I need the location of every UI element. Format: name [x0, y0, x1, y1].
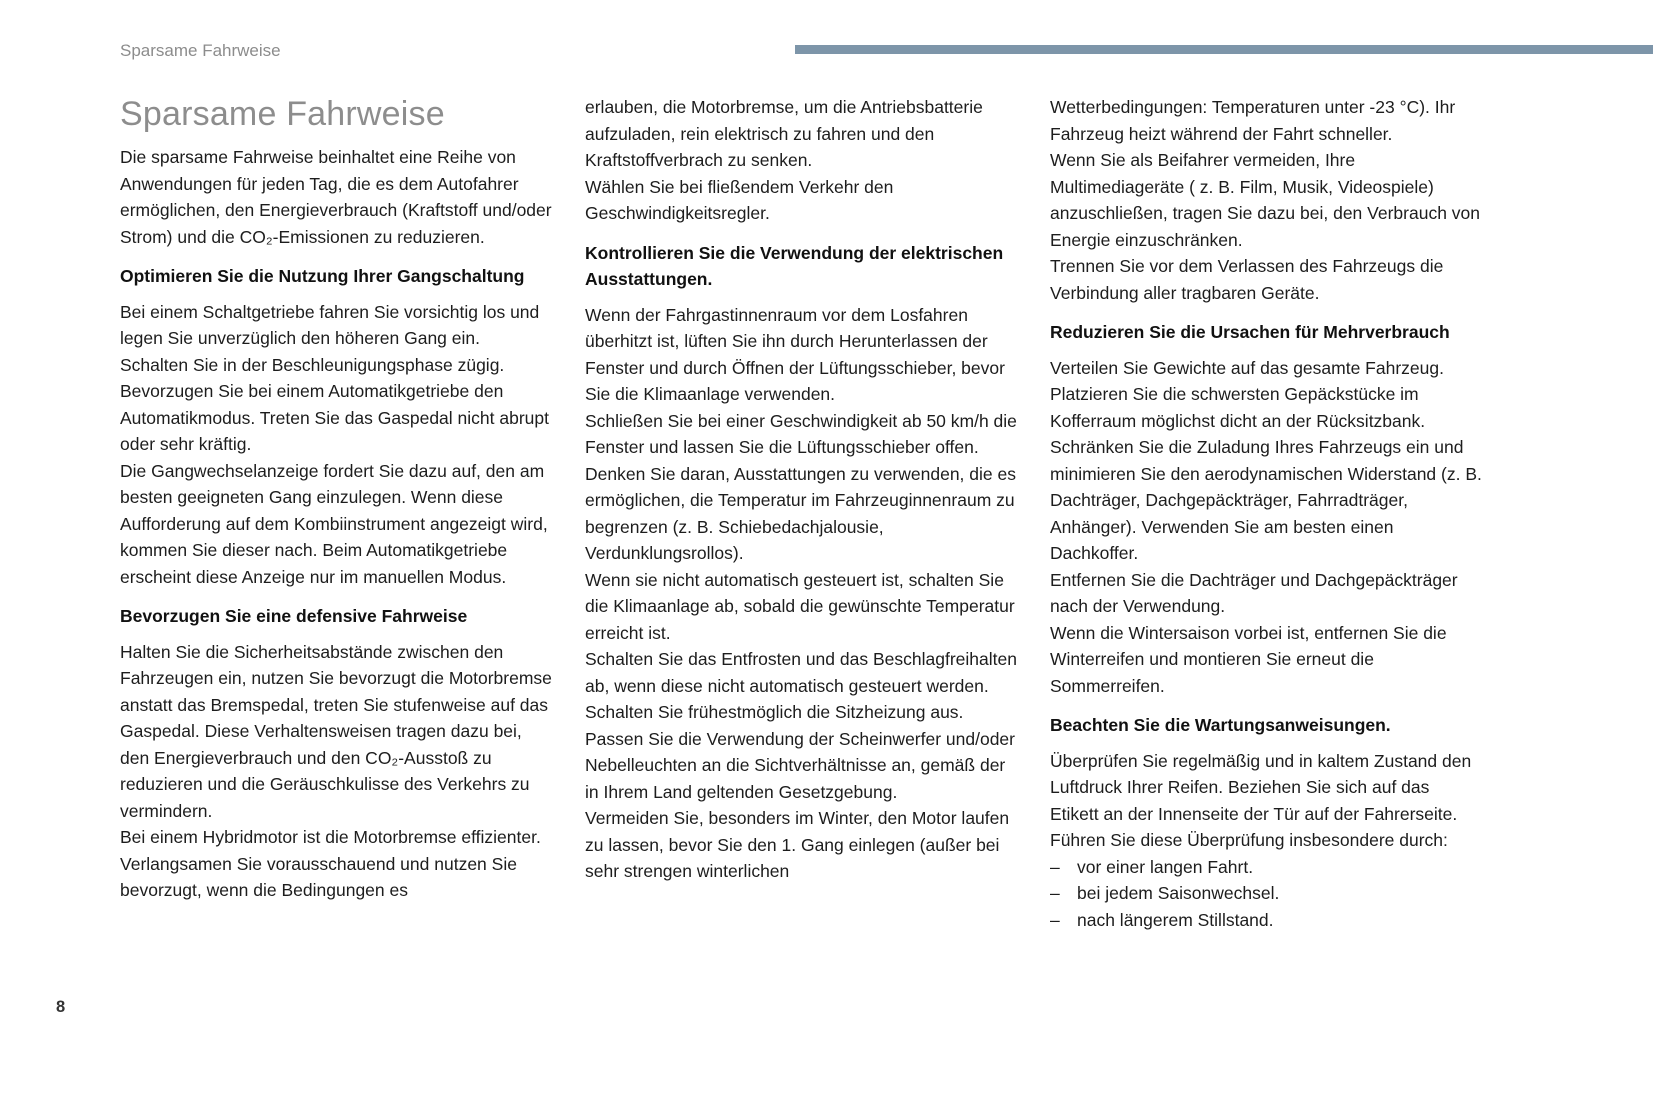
list-item-text: vor einer langen Fahrt. [1077, 856, 1254, 877]
paragraph: Vermeiden Sie, besonders im Winter, den Motor laufen zu lassen, bevor Sie den 1. Gang einlegen (außer bei sehr strengen winterlichen [585, 808, 1010, 881]
paragraph: Halten Sie die Sicherheitsabstände zwischen den Fahrzeugen ein, nutzen Sie bevorzugt die Motorbremse anstatt das Bremspedal, treten Sie stufenweise auf das Gaspedal. Diese Verhaltensweisen tragen dazu bei, den Energieverbrauch und den CO₂-Ausstoß zu reduzieren und die Geräuschkulisse des Verkehrs zu vermindern. [120, 641, 552, 821]
paragraph: erlauben, die Motorbremse, um die Antriebsbatterie aufzuladen, rein elektrisch zu fahren und den Kraftstoffverbrach zu senken. [585, 97, 983, 170]
list-item-text: bei jedem Saisonwechsel. [1077, 883, 1280, 903]
paragraph: Wenn der Fahrgastinnenraum vor dem Losfahren überhitzt ist, lüften Sie ihn durch Herunterlassen der Fenster und durch Öffnen der Lüftungsschieber, bevor Sie die Klimaanlage verwenden. [585, 304, 1005, 404]
paragraph: Denken Sie daran, Ausstattungen zu verwenden, die es ermöglichen, die Temperatur im Fahrzeuginnenraum zu begrenzen (z. B. Schiebedachjalousie, Verdunklungsrollos). [585, 463, 1016, 563]
section-heading: Reduzieren Sie die Ursachen für Mehrverbrauch [1050, 322, 1450, 342]
list-item [1050, 854, 1482, 881]
list-item [1050, 880, 1482, 907]
paragraph: Passen Sie die Verwendung der Scheinwerfer und/oder Nebelleuchten an die Sichtverhältnisse an, gemäß der in Ihrem Land geltenden Gesetzgebung. [585, 728, 1015, 802]
paragraph: Schließen Sie bei einer Geschwindigkeit ab 50 km/h die Fenster und lassen Sie die Lüftungsschieber offen. [585, 410, 1017, 457]
paragraph: Wetterbedingungen: Temperaturen unter -23 °C). Ihr Fahrzeug heizt während der Fahrt schneller. [1050, 97, 1456, 144]
paragraph: Wenn Sie als Beifahrer vermeiden, Ihre Multimediageräte ( z. B. Film, Musik, Videospiele) anzuschließen, tragen Sie dazu bei, den Verbrauch von Energie einzuschränken. [1050, 150, 1481, 250]
paragraph: Die Gangwechselanzeige fordert Sie dazu auf, den am besten geeigneten Gang einzulegen. Wenn diese Aufforderung auf dem Kombiinstrument angezeigt wird, kommen Sie dieser nach. Beim Automatikgetriebe erscheint diese Anzeige nur im manuellen Modus. [120, 460, 548, 587]
paragraph: Führen Sie diese Überprüfung insbesondere durch: [1050, 830, 1448, 850]
paragraph: Schalten Sie das Entfrosten und das Beschlagfreihalten ab, wenn diese nicht automatisch gesteuert werden. [585, 649, 1017, 696]
dash-bullet: – [1050, 909, 1060, 930]
dash-bullet: – [1050, 883, 1060, 903]
paragraph: Bei einem Hybridmotor ist die Motorbremse effizienter. Verlangsamen Sie vorausschauend und nutzen Sie bevorzugt, wenn die Bedingungen es [120, 827, 541, 900]
list-item [1050, 907, 1482, 934]
page-title: Sparsame Fahrweise [120, 95, 445, 133]
running-header: Sparsame Fahrweise [120, 41, 281, 60]
paragraph: Wählen Sie bei fließendem Verkehr den Geschwindigkeitsregler. [585, 176, 894, 223]
column-1 [120, 94, 552, 904]
paragraph: Überprüfen Sie regelmäßig und in kaltem Zustand den Luftdruck Ihrer Reifen. Beziehen Sie sich auf das Etikett an der Innenseite der Tür auf der Fahrerseite. [1050, 750, 1472, 824]
dash-bullet: – [1050, 856, 1060, 877]
paragraph: Schalten Sie frühestmöglich die Sitzheizung aus. [585, 702, 964, 722]
column-3 [1050, 94, 1482, 933]
paragraph: Verteilen Sie Gewichte auf das gesamte Fahrzeug. Platzieren Sie die schwersten Gepäckstücke im Kofferraum möglichst dicht an der Rücksitzbank. Schränken Sie die Zuladung Ihres Fahrzeugs ein und minimieren Sie den aerodynamischen Widerstand (z. B. Dachträger, Dachgepäckträger, Fahrradträger, Anhänger). Verwenden Sie am besten einen Dachkoffer. [1050, 357, 1482, 563]
paragraph: Wenn die Wintersaison vorbei ist, entfernen Sie die Winterreifen und montieren Sie erneut die Sommerreifen. [1050, 622, 1447, 696]
paragraph: Entfernen Sie die Dachträger und Dachgepäckträger nach der Verwendung. [1050, 569, 1458, 616]
accent-bar [795, 45, 1653, 54]
section-heading: Beachten Sie die Wartungsanweisungen. [1050, 715, 1391, 735]
paragraph: Trennen Sie vor dem Verlassen des Fahrzeugs die Verbindung aller tragbaren Geräte. [1050, 256, 1444, 303]
column-1-blocks [120, 144, 552, 904]
content-columns [120, 94, 1482, 933]
page-number: 8 [56, 998, 66, 1016]
section-heading: Bevorzugen Sie eine defensive Fahrweise [120, 606, 468, 626]
column-2 [585, 94, 1017, 885]
paragraph: Die sparsame Fahrweise beinhaltet eine Reihe von Anwendungen für jeden Tag, die es dem Autofahrer ermöglichen, den Energieverbrauch (Kraftstoff und/oder Strom) und die CO₂-Emissionen zu reduzieren. [120, 147, 552, 247]
section-heading: Kontrollieren Sie die Verwendung der elektrischen Ausstattungen. [585, 242, 1004, 289]
paragraph: Bei einem Schaltgetriebe fahren Sie vorsichtig los und legen Sie unverzüglich den höheren Gang ein. Schalten Sie in der Beschleunigungsphase zügig. Bevorzugen Sie bei einem Automatikgetriebe den Automatikmodus. Treten Sie das Gaspedal nicht abrupt oder sehr kräftig. [120, 301, 549, 454]
paragraph: Wenn sie nicht automatisch gesteuert ist, schalten Sie die Klimaanlage ab, sobald die gewünschte Temperatur erreicht ist. [585, 569, 1015, 643]
list-item-text: nach längerem Stillstand. [1077, 909, 1274, 930]
section-heading: Optimieren Sie die Nutzung Ihrer Gangschaltung [120, 266, 525, 286]
